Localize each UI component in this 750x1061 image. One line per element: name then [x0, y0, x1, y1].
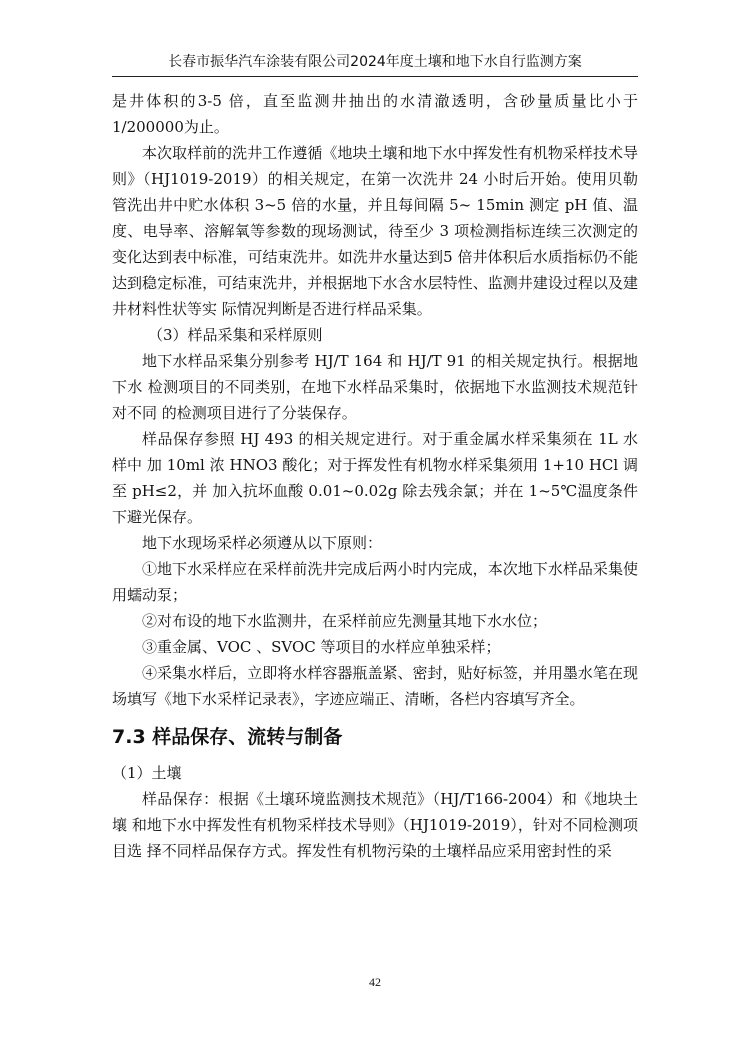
section-title: 7.3 样品保存、流转与制备	[112, 726, 343, 748]
section-subtitle-soil: （1）土壤	[112, 764, 182, 782]
paragraph-well-washing: 本次取样前的洗井工作遵循《地块土壤和地下水中挥发性有机物采样技术导则》（HJ1019-2019）的相关规定，在第一次洗井 24 小时后开始。使用贝勒管洗出井中贮水体积 3~5 倍的水量，并且每间隔 5~ 15min 测定 pH 值、温度、电导率、溶解氧等参数的现场测试，待至少 3 项检测指标连续三次测定的变化达到表中标准，可结束洗井。如洗井水量达到5 倍井体积后水质指标仍不能达到稳定标准，可结束洗井，并根据地下水含水层特性、监测井建设过程以及建井材料性状等实 际情况判断是否进行样品采集。	[112, 144, 638, 318]
paragraph-groundwater-collection: 地下水样品采集分别参考 HJ/T 164 和 HJ/T 91 的相关规定执行。根据地下水 检测项目的不同类别，在地下水样品采集时，依据地下水监测技术规范针对不同 的检测项目进行了分装保存。	[112, 352, 638, 422]
page-header: 长春市振华汽车涂装有限公司2024年度土壤和地下水自行监测方案	[112, 52, 638, 77]
principle-item-4: ④采集水样后，立即将水样容器瓶盖紧、密封，贴好标签，并用墨水笔在现场填写《地下水采样记录表》，字迹应端正、清晰，各栏内容填写齐全。	[112, 664, 638, 708]
paragraph-well-volume: 是井体积的3-5 倍，直至监测井抽出的水清澈透明，含砂量质量比小于1/200000为止。	[112, 92, 638, 136]
principle-item-1: ①地下水采样应在采样前洗井完成后两小时内完成，本次地下水样品采集使 用蠕动泵；	[112, 560, 638, 604]
paragraph-soil-preservation: 样品保存：根据《土壤环境监测技术规范》（HJ/T166-2004）和《地块土壤 和地下水中挥发性有机物采样技术导则》（HJ1019-2019），针对不同检测项目选 择不同样品保存方式。挥发性有机物污染的土壤样品应采用密封性的采	[112, 790, 638, 860]
principle-item-2: ②对布设的地下水监测井，在采样前应先测量其地下水水位；	[142, 612, 548, 630]
document-body	[112, 88, 638, 864]
subheading-sampling-principles: （3）样品采集和采样原则	[148, 326, 323, 344]
page-number: 42	[369, 975, 381, 989]
paragraph-principles-intro: 地下水现场采样必须遵从以下原则：	[142, 534, 383, 552]
paragraph-sample-preservation: 样品保存参照 HJ 493 的相关规定进行。对于重金属水样采集须在 1L 水样中 加 10ml 浓 HNO3 酸化；对于挥发性有机物水样采集须用 1+10 HCl 调至 pH≤2，并 加入抗坏血酸 0.01~0.02g 除去残余氯；并在 1~5℃温度条件下避光保存。	[112, 430, 638, 526]
principle-item-3: ③重金属、VOC 、SVOC 等项目的水样应单独采样；	[142, 638, 501, 656]
